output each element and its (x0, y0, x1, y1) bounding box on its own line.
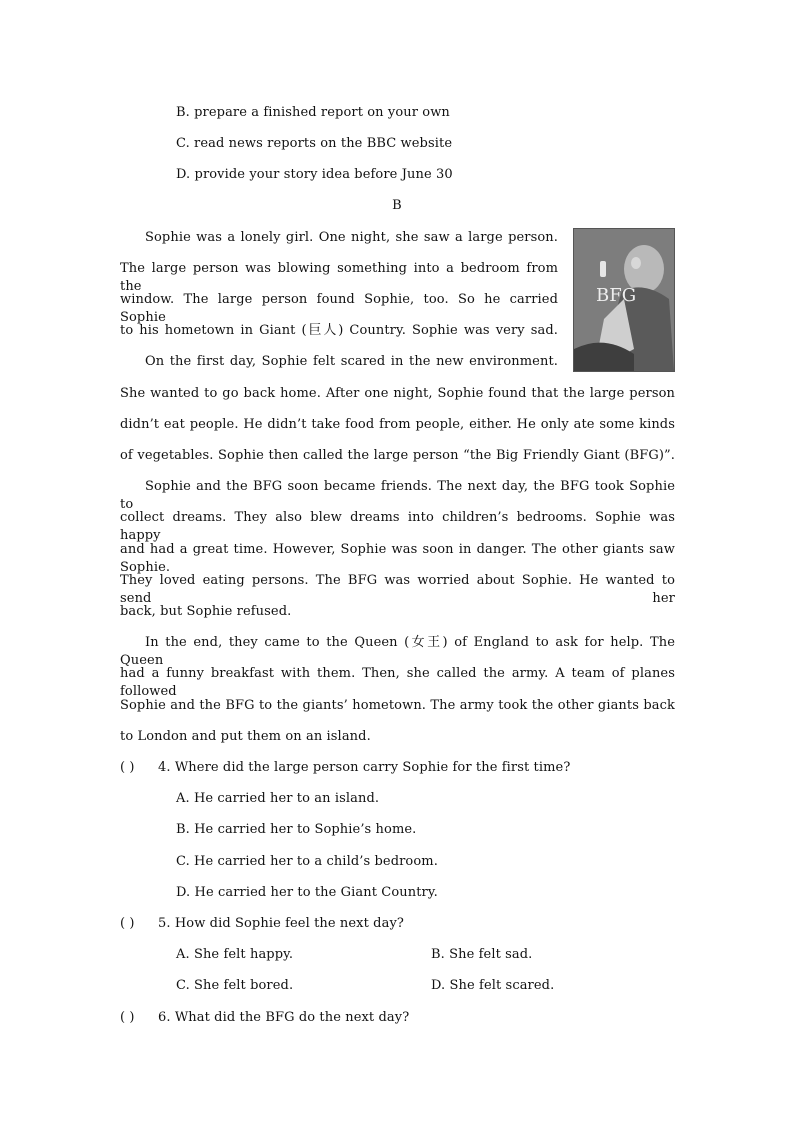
question-5 (120, 915, 404, 933)
q4-option-b: B. He carried her to Sophie’s home. (176, 822, 417, 837)
question-6-stem: 6. What did the BFG do the next day? (158, 1010, 410, 1025)
passage-p1-line-3: window. The large person found Sophie, too. So he carried Sophie (120, 292, 558, 325)
q4-option-c: C. He carried her to a child’s bedroom. (176, 854, 438, 869)
passage-p3-line-2: collect dreams. They also blew dreams into children’s bedrooms. Sophie was happy (120, 510, 675, 543)
passage-p2-line-4: of vegetables. Sophie then called the large person “the Big Friendly Giant (BFG)”. (120, 448, 675, 463)
question-4 (120, 759, 570, 777)
passage-p3-line-3: and had a great time. However, Sophie was soon in danger. The other giants saw Sophie. (120, 542, 675, 575)
poster-title-text: BFG (596, 285, 637, 306)
question-4-stem: 4. Where did the large person carry Sophie for the first time? (158, 760, 571, 775)
passage-p3-line-4: They loved eating persons. The BFG was worried about Sophie. He wanted to send her (120, 573, 675, 606)
q5-option-c: C. She felt bored. (176, 978, 294, 993)
passage-p4-line-2: had a funny breakfast with them. Then, she called the army. A team of planes followed (120, 666, 675, 699)
passage-p1-line-2: The large person was blowing something into a bedroom from the (120, 261, 558, 294)
answer-blank-5[interactable]: ( ) (120, 916, 135, 931)
passage-p3-line-5: back, but Sophie refused. (120, 604, 292, 619)
q4-option-d: D. He carried her to the Giant Country. (176, 885, 438, 900)
q5-option-d: D. She felt scared. (431, 978, 555, 993)
passage-p2-line-1: On the first day, Sophie felt scared in the new environment. (145, 354, 558, 369)
question-6 (120, 1009, 409, 1027)
question-5-stem: 5. How did Sophie feel the next day? (158, 916, 404, 931)
passage-p2-line-3: didn’t eat people. He didn’t take food from people, either. He only ate some kinds (120, 417, 675, 432)
q5-option-a: A. She felt happy. (176, 947, 294, 962)
passage-p1-line-1: Sophie was a lonely girl. One night, she saw a large person. (145, 230, 558, 245)
prev-option-c: C. read news reports on the BBC website (176, 136, 453, 151)
passage-p1-line-4: to his hometown in Giant (巨人) Country. Sophie was very sad. (120, 323, 558, 338)
answer-blank-4[interactable]: ( ) (120, 760, 135, 775)
bfg-poster-image (573, 228, 675, 372)
q4-option-a: A. He carried her to an island. (176, 791, 380, 806)
passage-p3-line-1: Sophie and the BFG soon became friends. The next day, the BFG took Sophie to (120, 479, 675, 512)
passage-p4-line-4: to London and put them on an island. (120, 729, 371, 744)
prev-option-d: D. provide your story idea before June 30 (176, 167, 453, 182)
passage-p4-line-1: In the end, they came to the Queen (女王) of England to ask for help. The Queen (120, 635, 675, 668)
section-label: B (392, 198, 402, 213)
passage-p2-line-2: She wanted to go back home. After one night, Sophie found that the large person (120, 386, 675, 401)
prev-option-b: B. prepare a finished report on your own (176, 105, 450, 120)
q5-option-b: B. She felt sad. (431, 947, 533, 962)
answer-blank-6[interactable]: ( ) (120, 1010, 135, 1025)
passage-p4-line-3: Sophie and the BFG to the giants’ hometown. The army took the other giants back (120, 698, 675, 713)
